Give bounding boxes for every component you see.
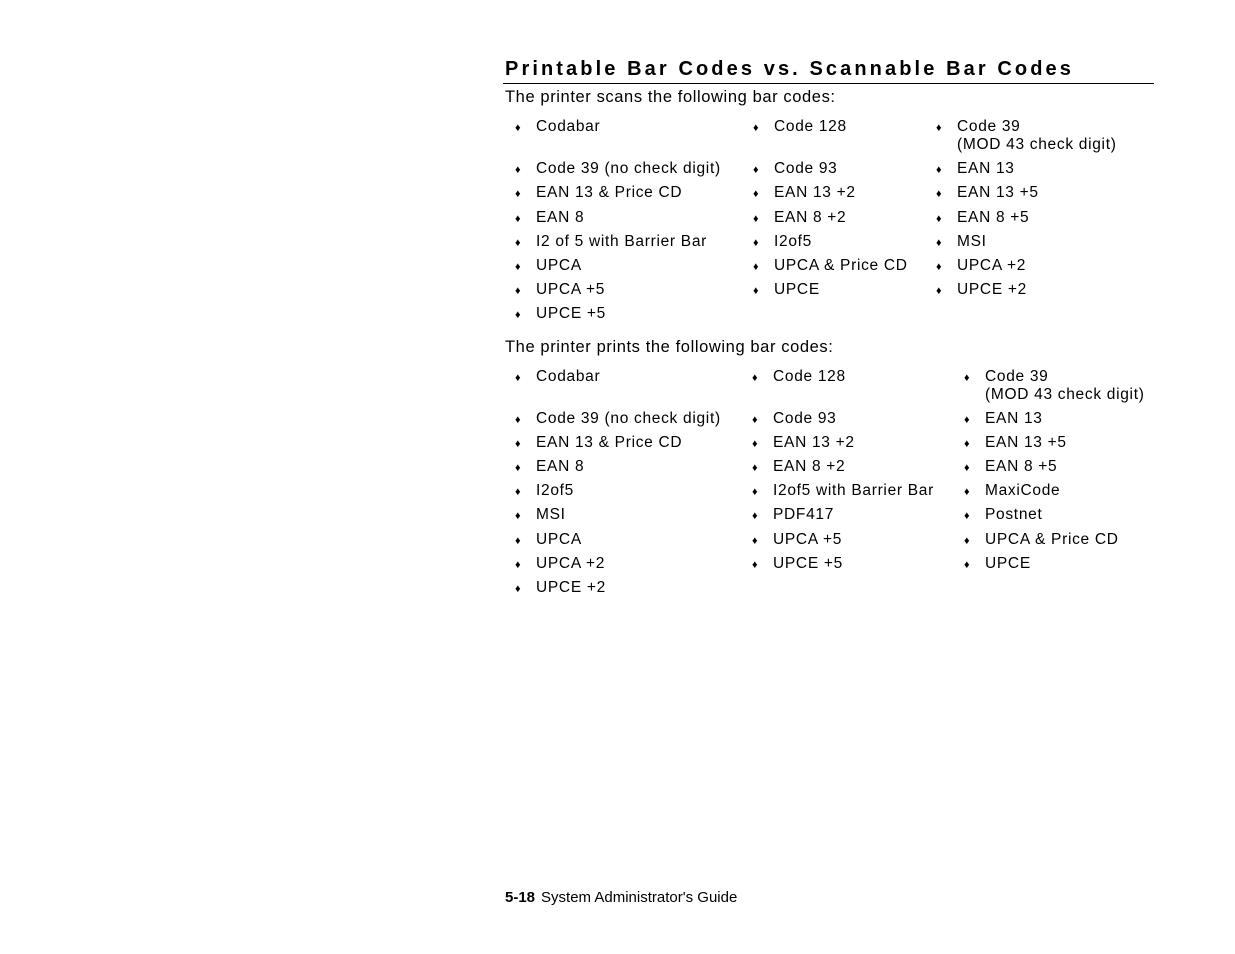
bar-code-name: EAN 13 +2 — [774, 184, 856, 201]
bar-code-name: UPCA — [536, 531, 582, 548]
bullet-icon: ♦ — [515, 309, 521, 321]
bullet-icon: ♦ — [936, 237, 942, 249]
scan-intro: The printer scans the following bar codes: — [505, 88, 836, 106]
bullet-icon: ♦ — [515, 510, 521, 522]
bar-code-name: UPCA & Price CD — [985, 531, 1119, 548]
bar-code-name: UPCA & Price CD — [774, 257, 908, 274]
bar-code-item — [936, 233, 987, 251]
section-title: Printable Bar Codes vs. Scannable Bar Codes — [505, 58, 1075, 80]
bar-code-note: (MOD 43 check digit) — [957, 136, 1117, 153]
bullet-icon: ♦ — [936, 122, 942, 134]
bar-code-item — [515, 531, 582, 549]
bar-code-name: I2of5 with Barrier Bar — [773, 482, 934, 499]
bar-code-name: EAN 8 — [536, 458, 585, 475]
bar-code-item — [936, 209, 1030, 227]
bar-code-item — [752, 531, 843, 549]
bullet-icon: ♦ — [936, 213, 942, 225]
bar-code-item — [515, 368, 601, 386]
bullet-icon: ♦ — [964, 372, 970, 384]
bar-code-item — [515, 160, 721, 178]
bar-code-item — [515, 555, 606, 573]
bar-code-item — [753, 184, 856, 202]
bar-code-name: EAN 13 +2 — [773, 434, 855, 451]
bullet-icon: ♦ — [515, 122, 521, 134]
bar-code-item — [964, 410, 1043, 428]
bar-code-name: Code 128 — [774, 118, 847, 135]
bar-code-name: MSI — [957, 233, 987, 250]
page-number: 5-18 — [505, 889, 536, 906]
bullet-icon: ♦ — [515, 237, 521, 249]
bar-code-item — [753, 209, 847, 227]
bullet-icon: ♦ — [515, 486, 521, 498]
bar-code-item — [515, 233, 707, 251]
bar-code-note: (MOD 43 check digit) — [985, 386, 1145, 403]
bar-code-item — [936, 118, 1117, 154]
page-content — [503, 0, 1155, 954]
bullet-icon: ♦ — [964, 559, 970, 571]
bar-code-name: EAN 13 & Price CD — [536, 184, 683, 201]
bar-code-item — [936, 184, 1039, 202]
bar-code-item — [964, 482, 1061, 500]
bar-code-name: UPCE +5 — [773, 555, 843, 572]
bullet-icon: ♦ — [515, 559, 521, 571]
bullet-icon: ♦ — [936, 285, 942, 297]
bar-code-name: UPCE +2 — [536, 579, 606, 596]
bullet-icon: ♦ — [753, 213, 759, 225]
bar-code-item — [752, 458, 846, 476]
bullet-icon: ♦ — [515, 372, 521, 384]
bar-code-item — [515, 458, 585, 476]
bullet-icon: ♦ — [515, 213, 521, 225]
bar-code-name: Codabar — [536, 118, 601, 135]
bar-code-item — [753, 281, 820, 299]
bullet-icon: ♦ — [752, 535, 758, 547]
bar-code-name: I2of5 — [774, 233, 812, 250]
bar-code-name: EAN 13 — [957, 160, 1015, 177]
bullet-icon: ♦ — [753, 164, 759, 176]
bullet-icon: ♦ — [964, 462, 970, 474]
bullet-icon: ♦ — [752, 414, 758, 426]
bar-code-name: EAN 8 +5 — [957, 209, 1030, 226]
bar-code-name: UPCA +2 — [536, 555, 606, 572]
bullet-icon: ♦ — [752, 486, 758, 498]
bar-code-item — [752, 482, 934, 500]
bar-code-item — [515, 434, 683, 452]
bar-code-name: UPCE +2 — [957, 281, 1027, 298]
bullet-icon: ♦ — [753, 285, 759, 297]
bullet-icon: ♦ — [936, 164, 942, 176]
bar-code-item — [964, 555, 1031, 573]
bullet-icon: ♦ — [515, 164, 521, 176]
bar-code-name: Code 39 — [985, 368, 1049, 385]
bar-code-name: Code 128 — [773, 368, 846, 385]
bullet-icon: ♦ — [515, 462, 521, 474]
bullet-icon: ♦ — [936, 188, 942, 200]
bar-code-item — [515, 482, 574, 500]
bullet-icon: ♦ — [964, 438, 970, 450]
bullet-icon: ♦ — [964, 535, 970, 547]
bar-code-item — [515, 305, 606, 323]
bar-code-name: MaxiCode — [985, 482, 1061, 499]
bar-code-name: MSI — [536, 506, 566, 523]
guide-title: System Administrator's Guide — [541, 889, 738, 906]
bar-code-item — [752, 555, 843, 573]
bar-code-item — [515, 184, 683, 202]
bullet-icon: ♦ — [752, 372, 758, 384]
bar-code-name: UPCE — [985, 555, 1031, 572]
bar-code-item — [936, 281, 1027, 299]
bullet-icon: ♦ — [515, 261, 521, 273]
bar-code-name: EAN 8 +2 — [773, 458, 846, 475]
bar-code-item — [753, 118, 847, 136]
bar-code-name: EAN 13 & Price CD — [536, 434, 683, 451]
bullet-icon: ♦ — [515, 583, 521, 595]
bullet-icon: ♦ — [753, 188, 759, 200]
bar-code-name: UPCA +5 — [773, 531, 843, 548]
bullet-icon: ♦ — [752, 462, 758, 474]
bar-code-item — [752, 368, 846, 386]
bar-code-name: Code 39 (no check digit) — [536, 160, 721, 177]
bullet-icon: ♦ — [515, 414, 521, 426]
bar-code-name: Code 39 (no check digit) — [536, 410, 721, 427]
bar-code-item — [515, 410, 721, 428]
bullet-icon: ♦ — [752, 510, 758, 522]
bar-code-item — [752, 506, 835, 524]
bar-code-name: EAN 8 +5 — [985, 458, 1058, 475]
bullet-icon: ♦ — [515, 285, 521, 297]
bar-code-item — [964, 531, 1119, 549]
bar-code-name: UPCA +2 — [957, 257, 1027, 274]
bar-code-item — [964, 368, 1145, 404]
bar-code-name: Code 93 — [773, 410, 837, 427]
bar-code-item — [753, 160, 838, 178]
bar-code-name: EAN 13 — [985, 410, 1043, 427]
bullet-icon: ♦ — [753, 237, 759, 249]
bullet-icon: ♦ — [964, 510, 970, 522]
bar-code-name: EAN 13 +5 — [957, 184, 1039, 201]
bar-code-item — [753, 233, 812, 251]
bar-code-item — [752, 410, 837, 428]
bar-code-name: Code 93 — [774, 160, 838, 177]
bullet-icon: ♦ — [753, 261, 759, 273]
bullet-icon: ♦ — [964, 486, 970, 498]
bar-code-item — [515, 118, 601, 136]
bar-code-name: I2of5 — [536, 482, 574, 499]
bar-code-item — [515, 579, 606, 597]
bar-code-item — [964, 506, 1043, 524]
bar-code-name: I2 of 5 with Barrier Bar — [536, 233, 707, 250]
page-footer — [505, 888, 737, 908]
title-rule — [503, 83, 1154, 84]
bar-code-item — [515, 281, 606, 299]
bar-code-item — [936, 160, 1015, 178]
bar-code-name: EAN 8 — [536, 209, 585, 226]
bullet-icon: ♦ — [515, 438, 521, 450]
bar-code-item — [515, 506, 566, 524]
bar-code-name: UPCA — [536, 257, 582, 274]
print-intro: The printer prints the following bar codes: — [505, 338, 834, 356]
bar-code-item — [515, 209, 585, 227]
bar-code-name: Postnet — [985, 506, 1043, 523]
bar-code-item — [964, 434, 1067, 452]
bar-code-name: EAN 8 +2 — [774, 209, 847, 226]
bar-code-name: Codabar — [536, 368, 601, 385]
bar-code-item — [936, 257, 1027, 275]
bullet-icon: ♦ — [752, 438, 758, 450]
bullet-icon: ♦ — [753, 122, 759, 134]
bar-code-item — [964, 458, 1058, 476]
bullet-icon: ♦ — [752, 559, 758, 571]
bar-code-name: UPCE — [774, 281, 820, 298]
bullet-icon: ♦ — [936, 261, 942, 273]
bar-code-name: Code 39 — [957, 118, 1021, 135]
bar-code-name: UPCE +5 — [536, 305, 606, 322]
bar-code-item — [752, 434, 855, 452]
bar-code-name: UPCA +5 — [536, 281, 606, 298]
bar-code-name: EAN 13 +5 — [985, 434, 1067, 451]
bar-code-name: PDF417 — [773, 506, 835, 523]
bullet-icon: ♦ — [515, 535, 521, 547]
bar-code-item — [753, 257, 908, 275]
bullet-icon: ♦ — [964, 414, 970, 426]
bullet-icon: ♦ — [515, 188, 521, 200]
bar-code-item — [515, 257, 582, 275]
